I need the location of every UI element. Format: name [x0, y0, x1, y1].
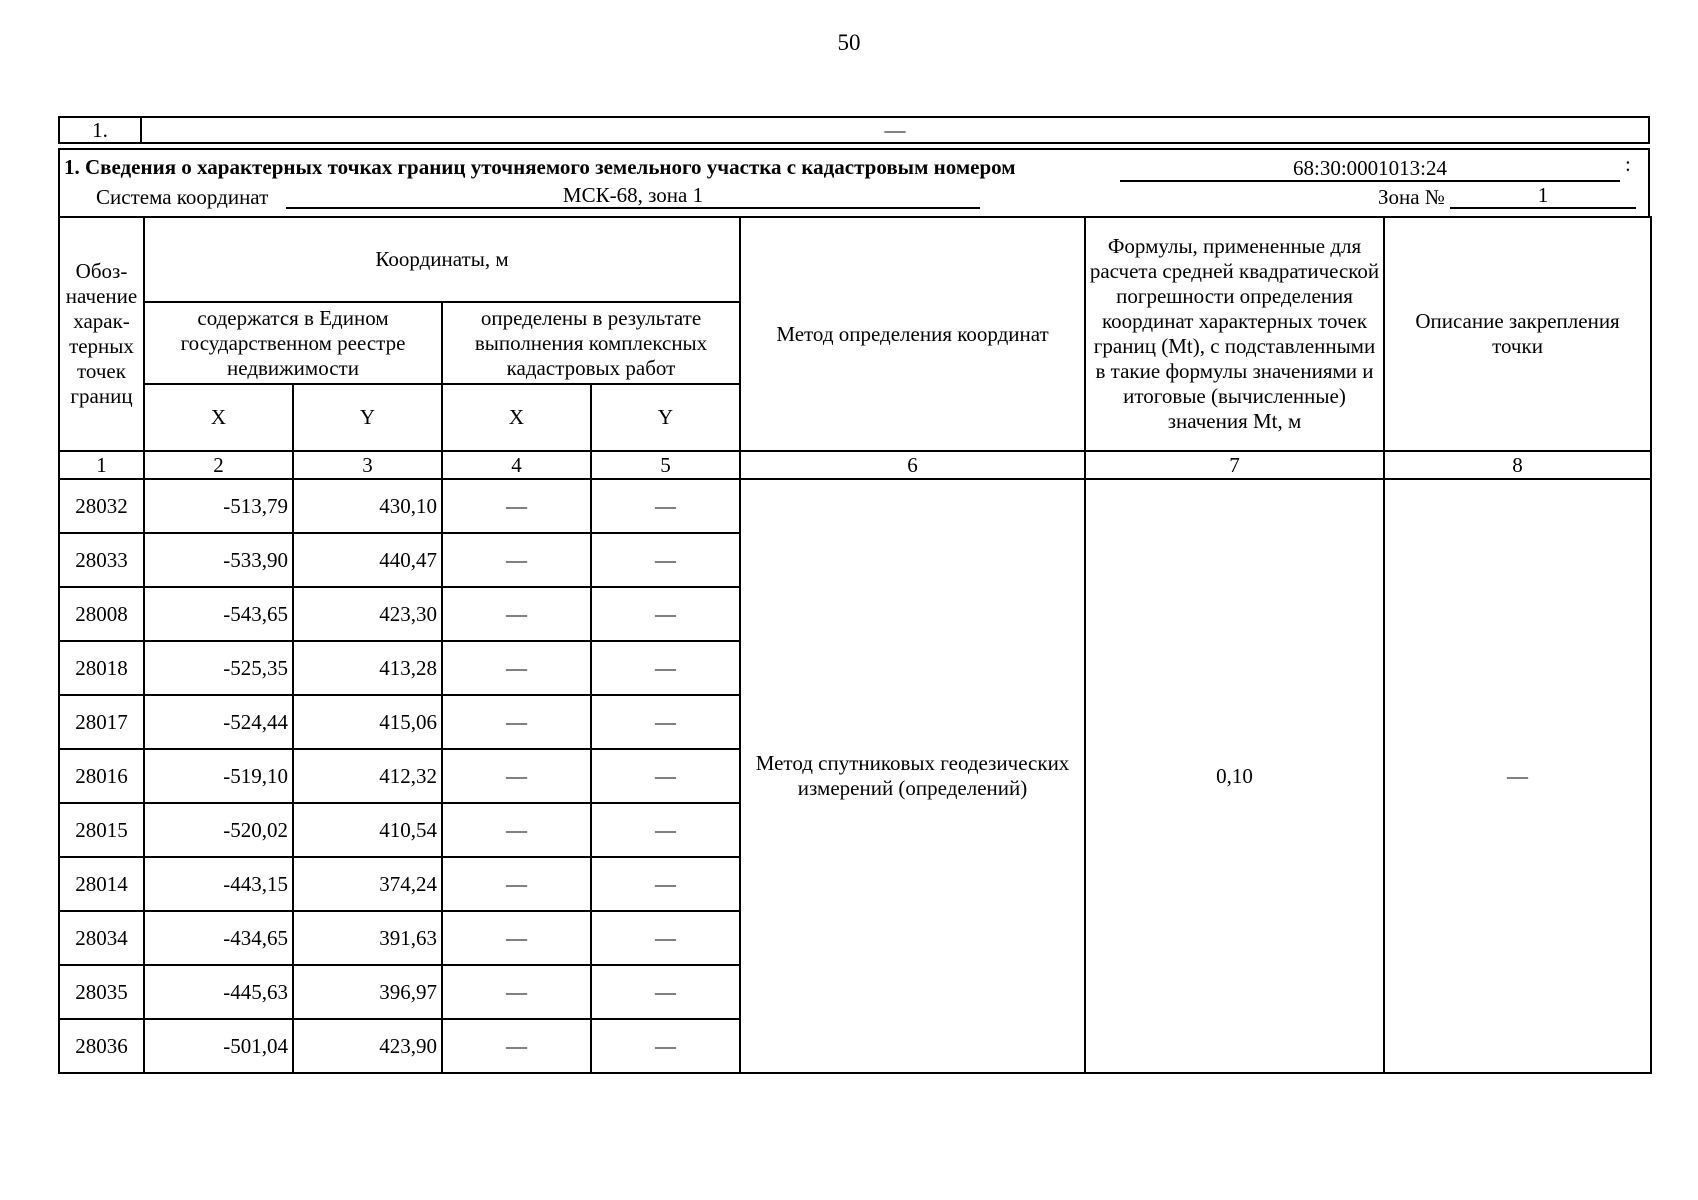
column-number: 3 [293, 451, 442, 479]
cadastral-number: 68:30:0001013:24 [1120, 156, 1620, 182]
registry-y: 410,54 [293, 803, 442, 857]
determined-x: — [442, 803, 591, 857]
header-y: Y [591, 384, 740, 451]
registry-y: 423,30 [293, 587, 442, 641]
header-registry: содержатся в Едином государственном реестре недвижимости [144, 302, 442, 384]
coord-system-value: МСК-68, зона 1 [286, 183, 980, 209]
column-numbers-row [59, 451, 1651, 479]
section-header-box [58, 116, 1650, 144]
determined-y: — [591, 479, 740, 533]
determined-y: — [591, 533, 740, 587]
header-determined: определены в результате выполнения комплексных кадастровых работ [442, 302, 740, 384]
section-value: — [884, 117, 906, 142]
point-id: 28016 [59, 749, 144, 803]
method-cell: Метод спутниковых геодезических измерений (определений) [740, 479, 1085, 1073]
header-description: Описание закрепления точки [1384, 217, 1651, 451]
column-number: 4 [442, 451, 591, 479]
point-id: 28014 [59, 857, 144, 911]
header-coordinates: Координаты, м [144, 217, 740, 302]
point-id: 28018 [59, 641, 144, 695]
zone-value: 1 [1450, 183, 1636, 209]
determined-x: — [442, 749, 591, 803]
registry-x: -543,65 [144, 587, 293, 641]
determined-y: — [591, 641, 740, 695]
registry-y: 440,47 [293, 533, 442, 587]
coord-system-label: Система координат [96, 185, 269, 209]
registry-x: -519,10 [144, 749, 293, 803]
determined-y: — [591, 749, 740, 803]
point-id: 28034 [59, 911, 144, 965]
determined-y: — [591, 965, 740, 1019]
registry-x: -525,35 [144, 641, 293, 695]
determined-x: — [442, 641, 591, 695]
section-title: 1. Сведения о характерных точках границ уточняемого земельного участка с кадастровым номером [64, 155, 1016, 179]
determined-x: — [442, 857, 591, 911]
determined-x: — [442, 965, 591, 1019]
registry-x: -434,65 [144, 911, 293, 965]
registry-x: -524,44 [144, 695, 293, 749]
determined-x: — [442, 911, 591, 965]
column-number: 5 [591, 451, 740, 479]
parcel-info [58, 148, 1650, 216]
registry-x: -443,15 [144, 857, 293, 911]
header-formulas: Формулы, примененные для расчета средней квадратической погрешности определения координат характерных точек границ (Mt), с подставленными в такие формулы значениями и итоговые (вычисленные) значения Mt, м [1085, 217, 1384, 451]
determined-x: — [442, 533, 591, 587]
header-y: Y [293, 384, 442, 451]
boundary-points-table [58, 216, 1652, 1074]
page-number: 50 [837, 30, 861, 55]
description-cell: — [1384, 479, 1651, 1073]
point-id: 28017 [59, 695, 144, 749]
zone-label: Зона № [1378, 185, 1445, 209]
cadastral-colon: : [1625, 152, 1631, 176]
registry-y: 396,97 [293, 965, 442, 1019]
column-number: 2 [144, 451, 293, 479]
mt-cell: 0,10 [1085, 479, 1384, 1073]
column-number: 6 [740, 451, 1085, 479]
determined-y: — [591, 911, 740, 965]
determined-y: — [591, 587, 740, 641]
registry-x: -520,02 [144, 803, 293, 857]
table-row [59, 479, 1651, 533]
section-number: 1. [60, 118, 142, 142]
registry-y: 430,10 [293, 479, 442, 533]
determined-x: — [442, 479, 591, 533]
header-x: X [144, 384, 293, 451]
point-id: 28032 [59, 479, 144, 533]
registry-x: -501,04 [144, 1019, 293, 1073]
registry-y: 374,24 [293, 857, 442, 911]
registry-y: 412,32 [293, 749, 442, 803]
registry-y: 413,28 [293, 641, 442, 695]
header-point-designation: Обоз-начение харак-терных точек границ [59, 217, 144, 451]
registry-x: -513,79 [144, 479, 293, 533]
registry-y: 423,90 [293, 1019, 442, 1073]
determined-x: — [442, 1019, 591, 1073]
determined-y: — [591, 857, 740, 911]
header-method: Метод определения координат [740, 217, 1085, 451]
column-number: 7 [1085, 451, 1384, 479]
column-number: 1 [59, 451, 144, 479]
determined-y: — [591, 1019, 740, 1073]
determined-y: — [591, 803, 740, 857]
point-id: 28008 [59, 587, 144, 641]
determined-x: — [442, 587, 591, 641]
registry-x: -445,63 [144, 965, 293, 1019]
header-x: X [442, 384, 591, 451]
registry-y: 415,06 [293, 695, 442, 749]
registry-y: 391,63 [293, 911, 442, 965]
column-number: 8 [1384, 451, 1651, 479]
point-id: 28036 [59, 1019, 144, 1073]
registry-x: -533,90 [144, 533, 293, 587]
point-id: 28015 [59, 803, 144, 857]
determined-x: — [442, 695, 591, 749]
determined-y: — [591, 695, 740, 749]
point-id: 28035 [59, 965, 144, 1019]
point-id: 28033 [59, 533, 144, 587]
